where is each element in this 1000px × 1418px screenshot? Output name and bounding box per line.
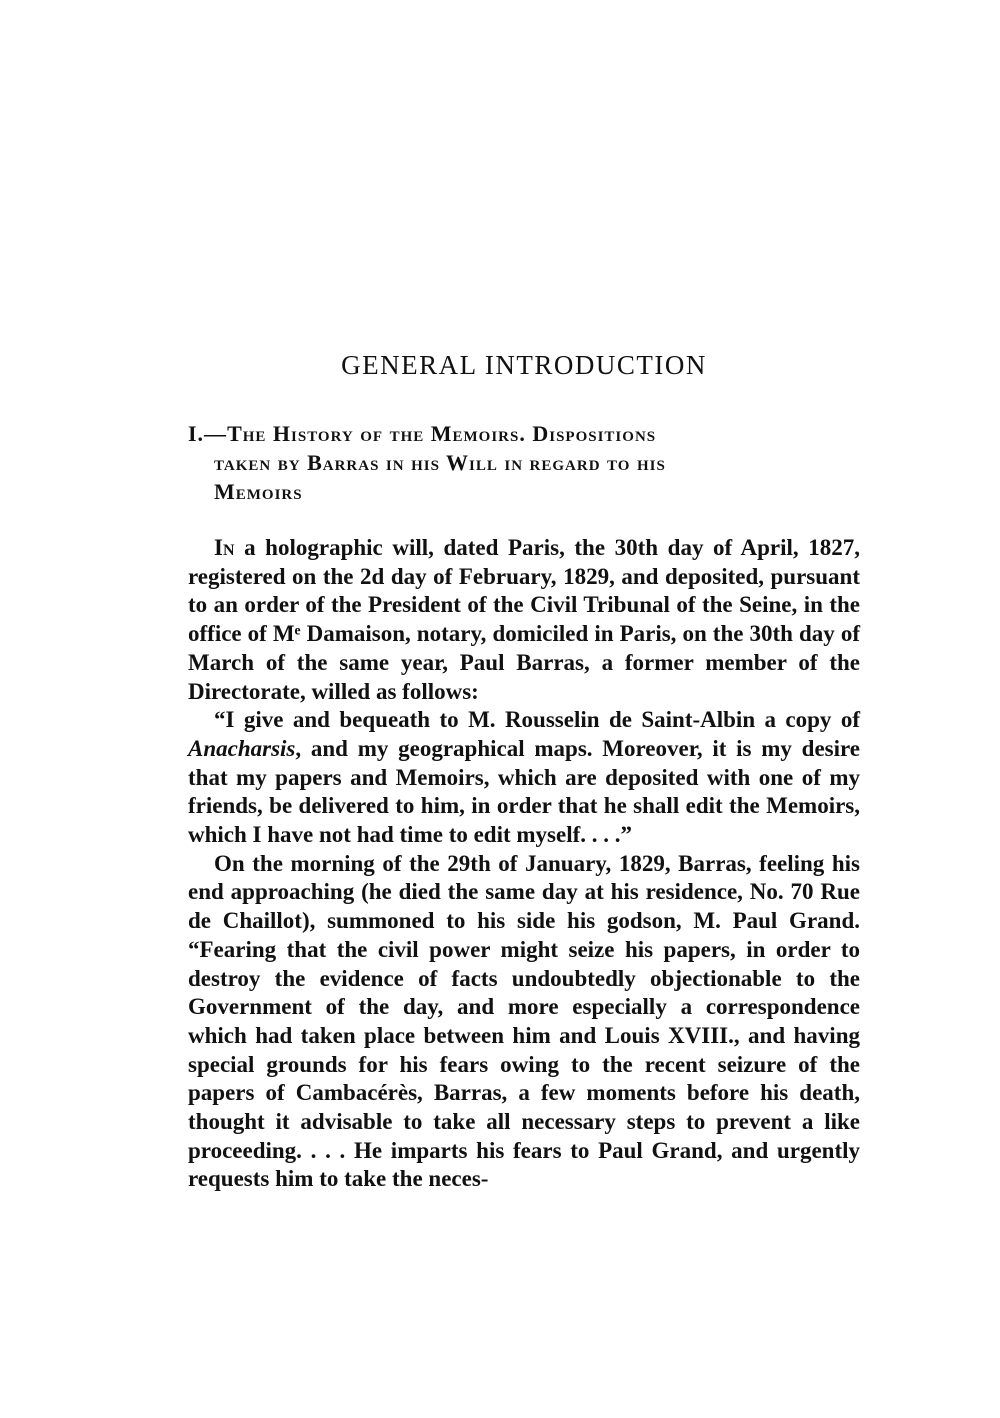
paragraph-bequest-quote [188, 706, 860, 850]
paragraph-will [188, 534, 860, 706]
section-heading [188, 419, 860, 506]
quote-text-after: , and my geographical maps. Moreover, it is my desire that my papers and Memoirs, which are deposited with one of my friends, be delivered to him, in order that he shall edit the Memoirs, which I have not had time to edit myself. . . .” [188, 735, 860, 848]
section-heading-line-1 [188, 419, 860, 448]
section-heading-line-3: Memoirs [214, 479, 303, 504]
paragraph-lead-word: In [214, 535, 235, 560]
section-number: I.— [188, 421, 228, 446]
section-heading-line-2: taken by Barras in his Will in regard to his [214, 450, 666, 475]
book-title-italic: Anacharsis [188, 735, 296, 761]
document-page [188, 350, 860, 1194]
paragraph-will-text: a holographic will, dated Paris, the 30th day of April, 1827, registered on the 2d day of February, 1829, and deposited, pursuant to an order of the President of the Civil Tribunal of the Seine, in the office of Mᵉ Damaison, notary, domiciled in Paris, on the 30th day of March of the same year, Paul Barras, a former member of the Directorate, willed as follows: [188, 535, 860, 704]
quote-text-before: “I give and bequeath to M. Rousselin de Saint-Albin a copy of [214, 707, 860, 733]
section-heading-text-1: The History of the Memoirs. Dispositions [227, 421, 657, 446]
paragraph-death-account: On the morning of the 29th of January, 1829, Barras, feeling his end approaching (he died the same day at his residence, No. 70 Rue de Chaillot), summoned to his side his godson, M. Paul Grand. “Fearing that the civil power might seize his papers, in order to destroy the evidence of facts undoubtedly objectionable to the Government of the day, and more especially a correspondence which had taken place between him and Louis XVIII., and having special grounds for his fears owing to the recent seizure of the papers of Cambacérès, Barras, a few moments before his death, thought it advisable to take all necessary steps to prevent a like proceeding. . . . He imparts his fears to Paul Grand, and urgently requests him to take the neces- [188, 850, 860, 1192]
page-title: GENERAL INTRODUCTION [341, 350, 707, 380]
